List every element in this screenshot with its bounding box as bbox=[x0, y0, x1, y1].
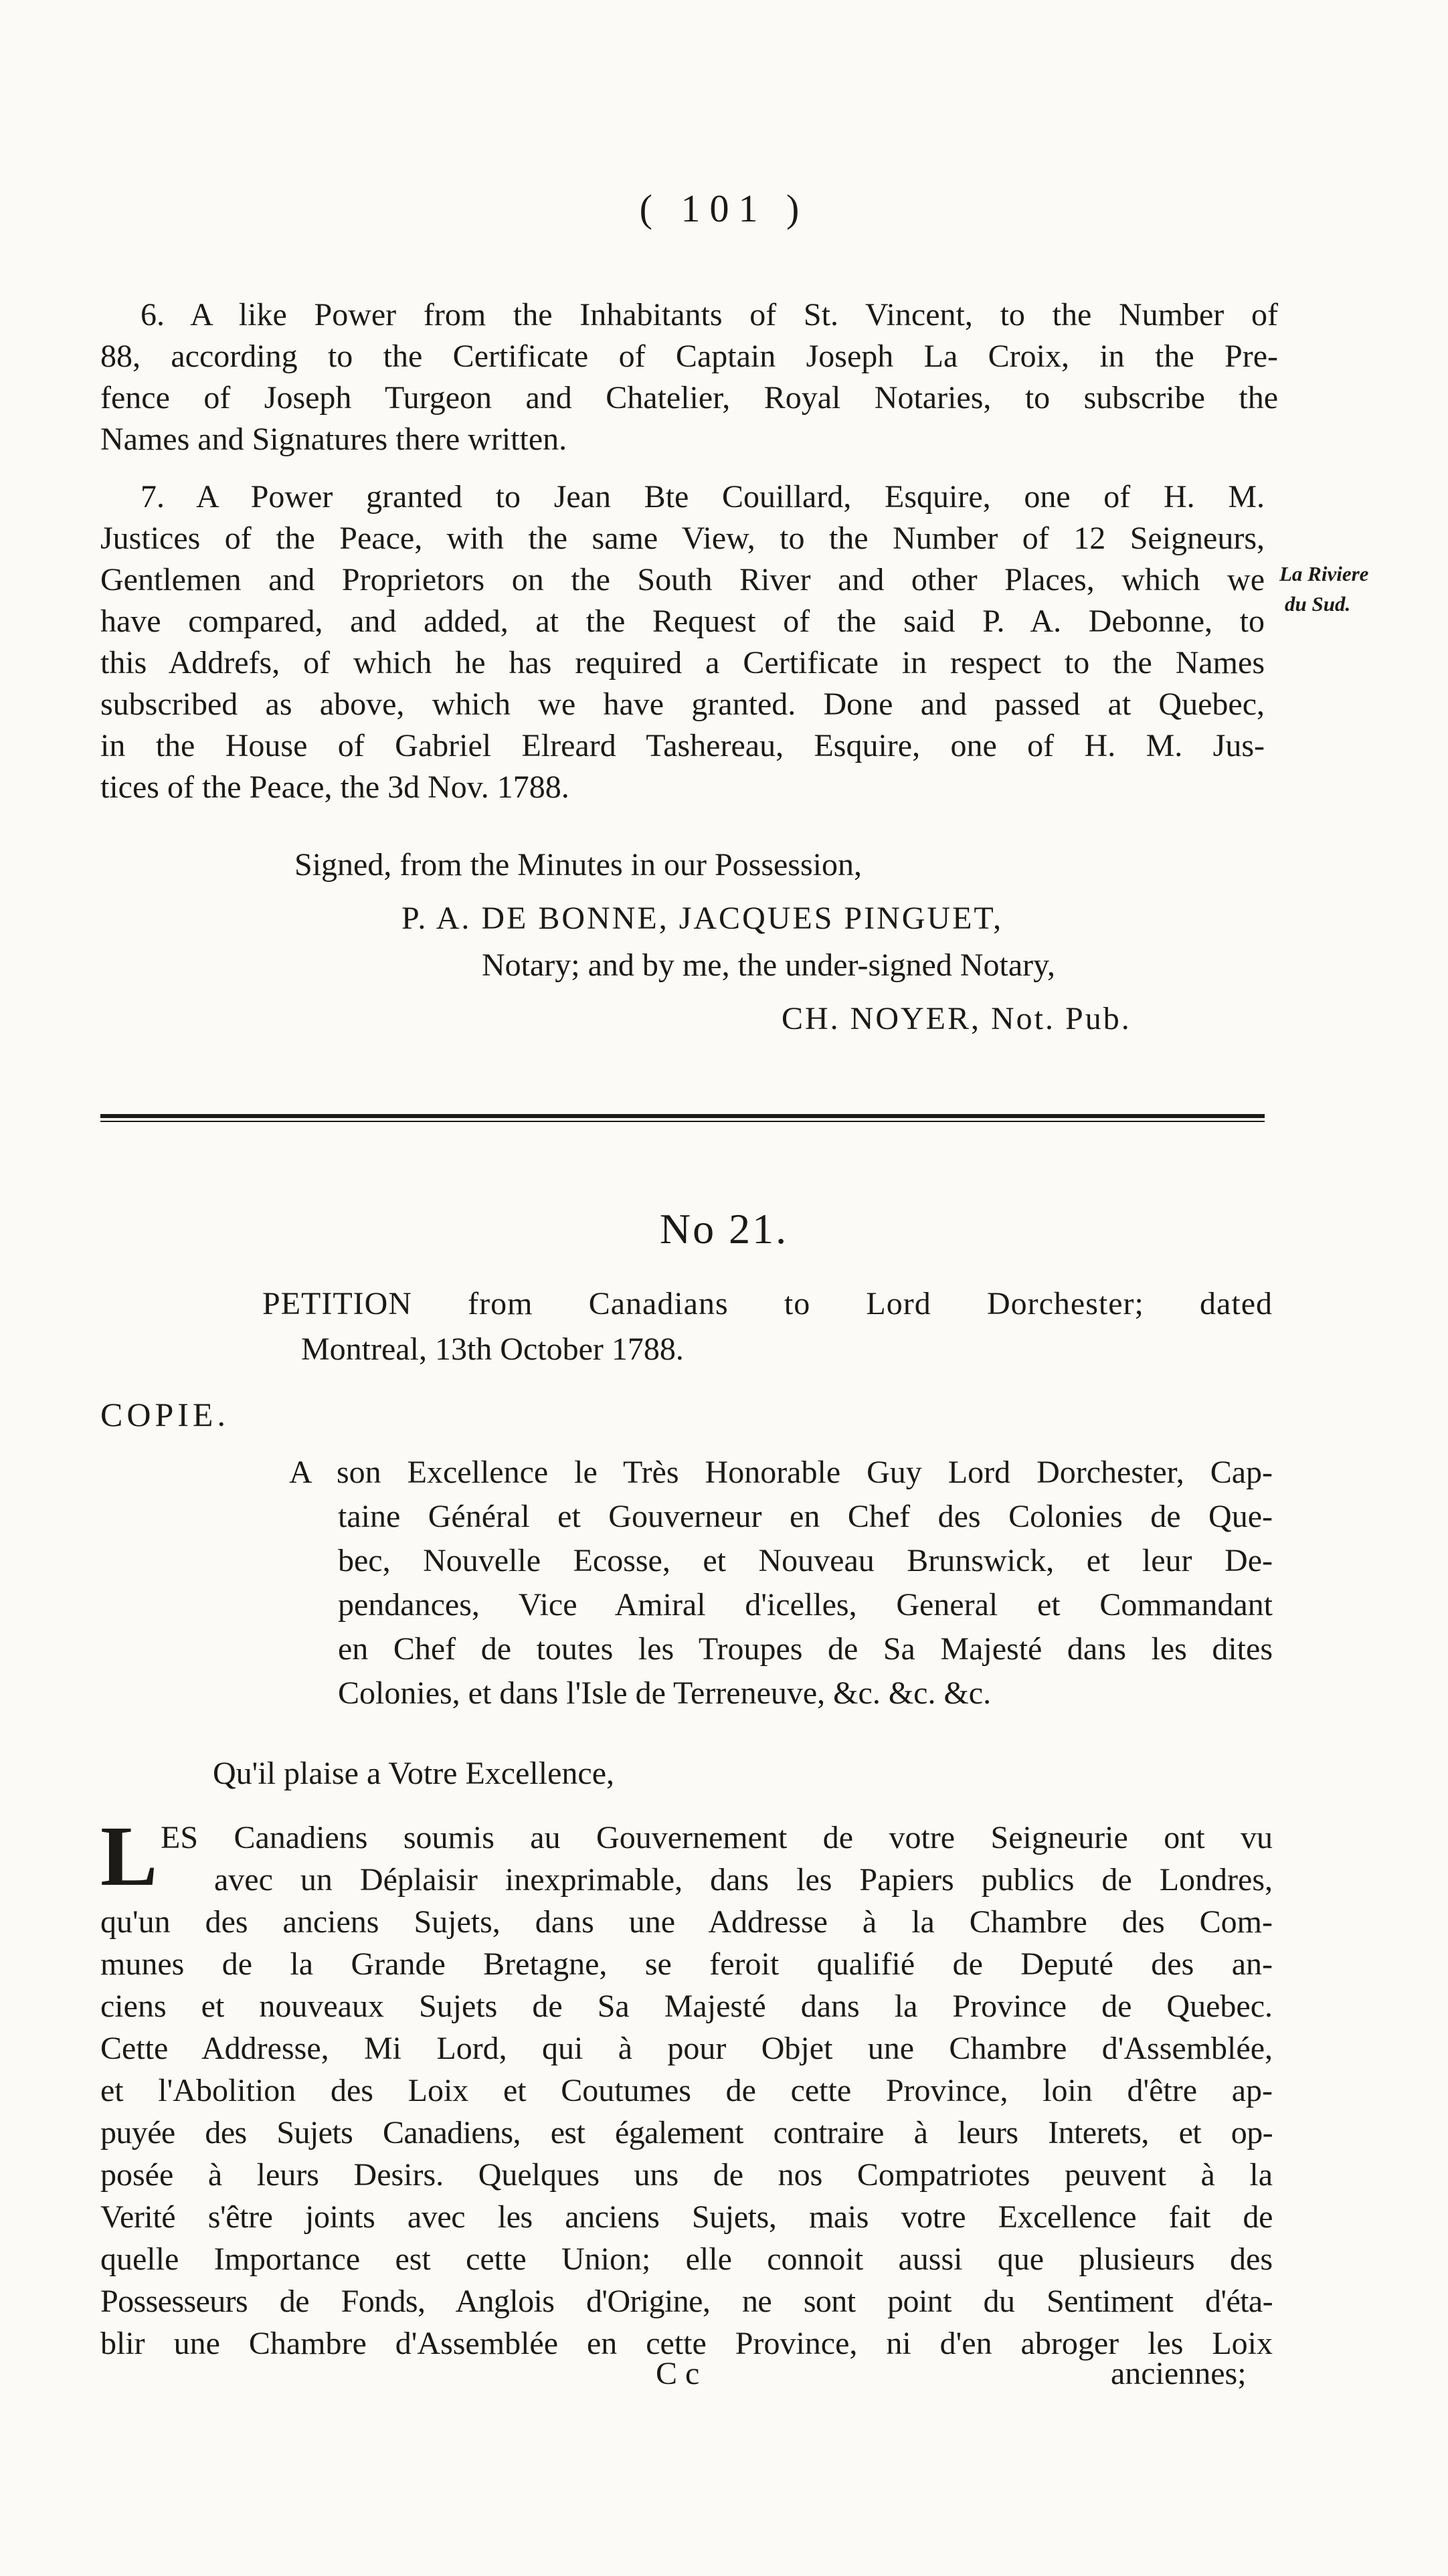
section-divider-thin bbox=[100, 1121, 1265, 1122]
address-line: bec, Nouvelle Ecosse, et Nouveau Brunswick, et leur De- bbox=[338, 1543, 1273, 1578]
text-line: in the House of Gabriel Elreard Tashereau, Esquire, one of H. M. Jus- bbox=[100, 728, 1265, 763]
body-line: blir une Chambre d'Assemblée en cette Province, ni d'en abroger les Loix bbox=[100, 2326, 1273, 2361]
body-line: Possesseurs de Fonds, Anglois d'Origine, ne sont point du Sentiment d'éta- bbox=[100, 2284, 1273, 2319]
catchword: anciennes; bbox=[1111, 2356, 1247, 2391]
section-divider bbox=[100, 1114, 1265, 1118]
text-line: 7. A Power granted to Jean Bte Couillard, Esquire, one of H. M. bbox=[141, 479, 1265, 515]
drop-cap: L bbox=[100, 1809, 158, 1904]
address-line: taine Général et Gouverneur en Chef des Colonies de Que- bbox=[338, 1499, 1273, 1534]
body-line: qu'un des anciens Sujets, dans une Addresse à la Chambre des Com- bbox=[100, 1904, 1273, 1940]
text-line: 88, according to the Certificate of Captain Joseph La Croix, in the Pre- bbox=[100, 339, 1278, 374]
text-line: Names and Signatures there written. bbox=[100, 422, 567, 457]
signature-line: Signed, from the Minutes in our Possession, bbox=[294, 847, 862, 883]
text-line: subscribed as above, which we have granted. Done and passed at Quebec, bbox=[100, 686, 1265, 722]
body-line: munes de la Grande Bretagne, se feroit qualifié de Deputé des an- bbox=[100, 1946, 1273, 1982]
text-line: fence of Joseph Turgeon and Chatelier, Royal Notaries, to subscribe the bbox=[100, 380, 1278, 416]
signature-mark: C c bbox=[656, 2356, 700, 2391]
salutation: Qu'il plaise a Votre Excellence, bbox=[213, 1756, 614, 1791]
body-line: posée à leurs Desirs. Quelques uns de nos Compatriotes peuvent à la bbox=[100, 2157, 1273, 2193]
notary-name: CH. NOYER, Not. Pub. bbox=[782, 1001, 1132, 1036]
text-line: Justices of the Peace, with the same View, to the Number of 12 Seigneurs, bbox=[100, 521, 1265, 556]
margin-note-line: du Sud. bbox=[1285, 592, 1351, 616]
body-line: ciens et nouveaux Sujets de Sa Majesté dans la Province de Quebec. bbox=[100, 1989, 1273, 2024]
margin-note-line: La Riviere bbox=[1279, 562, 1369, 585]
text-line: tices of the Peace, the 3d Nov. 1788. bbox=[100, 769, 569, 805]
signature-names: P. A. DE BONNE, JACQUES PINGUET, bbox=[401, 901, 1004, 936]
body-line: Cette Addresse, Mi Lord, qui à pour Objet une Chambre d'Assemblée, bbox=[100, 2031, 1273, 2066]
body-line: quelle Importance est cette Union; elle connoit aussi que plusieurs des bbox=[100, 2241, 1273, 2277]
signature-line: Notary; and by me, the under-signed Notary, bbox=[482, 947, 1056, 983]
title-line: Montreal, 13th October 1788. bbox=[301, 1331, 684, 1367]
title-line: PETITION from Canadians to Lord Dorchester; dated bbox=[262, 1286, 1273, 1321]
copie-heading: COPIE. bbox=[100, 1396, 230, 1433]
address-line: pendances, Vice Amiral d'icelles, General et Commandant bbox=[338, 1587, 1273, 1623]
document-number: No 21. bbox=[659, 1205, 789, 1253]
body-line: puyée des Sujets Canadiens, est également contraire à leurs Interets, et op- bbox=[100, 2115, 1273, 2150]
text-line: 6. A like Power from the Inhabitants of St. Vincent, to the Number of bbox=[141, 297, 1278, 333]
page-number: ( 101 ) bbox=[639, 187, 809, 230]
body-line: Verité s'être joints avec les anciens Sujets, mais votre Excellence fait de bbox=[100, 2199, 1273, 2235]
body-line: avec un Déplaisir inexprimable, dans les Papiers publics de Londres, bbox=[214, 1862, 1273, 1898]
text-line: have compared, and added, at the Request of the said P. A. Debonne, to bbox=[100, 604, 1265, 639]
address-line: en Chef de toutes les Troupes de Sa Majesté dans les dites bbox=[338, 1631, 1273, 1667]
address-line: A son Excellence le Très Honorable Guy Lord Dorchester, Cap- bbox=[289, 1455, 1273, 1490]
body-line: ES Canadiens soumis au Gouvernement de votre Seigneurie ont vu bbox=[161, 1820, 1273, 1855]
text-line: Gentlemen and Proprietors on the South River and other Places, which we bbox=[100, 562, 1265, 597]
text-line: this Addrefs, of which he has required a Certificate in respect to the Names bbox=[100, 645, 1265, 680]
body-line: et l'Abolition des Loix et Coutumes de cette Province, loin d'être ap- bbox=[100, 2073, 1273, 2108]
address-line: Colonies, et dans l'Isle de Terreneuve, &c. &c. &c. bbox=[338, 1675, 992, 1711]
